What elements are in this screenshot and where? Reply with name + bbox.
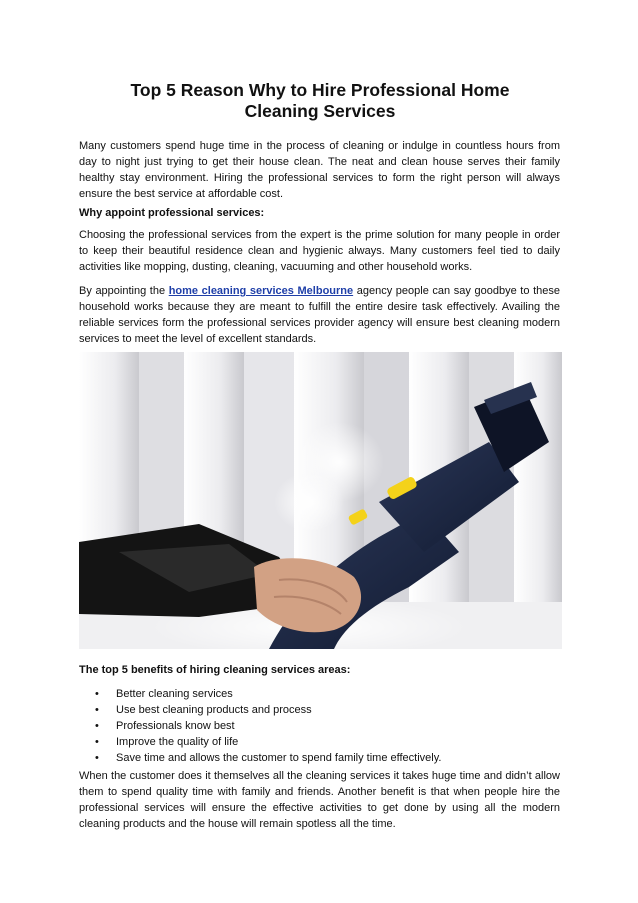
- home-cleaning-link[interactable]: home cleaning services Melbourne: [168, 285, 354, 297]
- list-item: [95, 734, 441, 750]
- appointing-text-before: By appointing the: [79, 285, 169, 297]
- choosing-paragraph: Choosing the professional services from the expert is the prime solution for many people in order to keep their beautiful residence clean and hygienic always. Many customers feel tied to daily activities like mopping, dusting, cleaning, vacuuming and other household works.: [79, 229, 560, 273]
- document-title: [80, 80, 560, 122]
- intro-paragraph: Many customers spend huge time in the process of cleaning or indulge in countless hours from day to night just trying to get their house clean. The neat and clean house serves their family healthy stay environment. Hiring the professional services to form the right person will always ensure the best service at affordable cost.: [79, 140, 560, 200]
- appointing-text-after: agency people can say goodbye to these household works because they are meant to fulfill the entire desire task effectively. Availing the reliable services form the professional services provider agency will ensure best cleaning modern services to meet the level of excellent standards.: [79, 285, 560, 345]
- closing-paragraph: When the customer does it themselves all the cleaning services it takes huge time and didn’t allow them to spend quality time with family and friends. Another benefit is that when people hire the professional services will ensure the effective activities to get done by using all the modern cleaning products and the house will remain spotless all the time.: [79, 770, 560, 830]
- bullet-icon: •: [95, 720, 99, 732]
- bullet-icon: •: [95, 736, 99, 748]
- steam-cleaner-curtain-photo: [79, 352, 562, 649]
- benefits-heading: The top 5 benefits of hiring cleaning services areas:: [79, 664, 351, 676]
- benefit-text: Improve the quality of life: [116, 736, 239, 748]
- benefits-list: [95, 686, 441, 766]
- benefit-text: Professionals know best: [116, 720, 235, 732]
- list-item: [95, 750, 441, 766]
- bullet-icon: •: [95, 704, 99, 716]
- list-item: [95, 718, 441, 734]
- list-item: [95, 702, 441, 718]
- benefit-text: Better cleaning services: [116, 688, 233, 700]
- bullet-icon: •: [95, 688, 99, 700]
- bullet-icon: •: [95, 752, 99, 764]
- list-item: [95, 686, 441, 702]
- benefit-text: Use best cleaning products and process: [116, 704, 312, 716]
- benefit-text: Save time and allows the customer to spend family time effectively.: [116, 752, 442, 764]
- title-line-1: Top 5 Reason Why to Hire Professional Home: [130, 80, 510, 100]
- why-heading: Why appoint professional services:: [79, 207, 265, 219]
- appointing-paragraph: [79, 283, 560, 347]
- title-line-2: Cleaning Services: [244, 101, 396, 121]
